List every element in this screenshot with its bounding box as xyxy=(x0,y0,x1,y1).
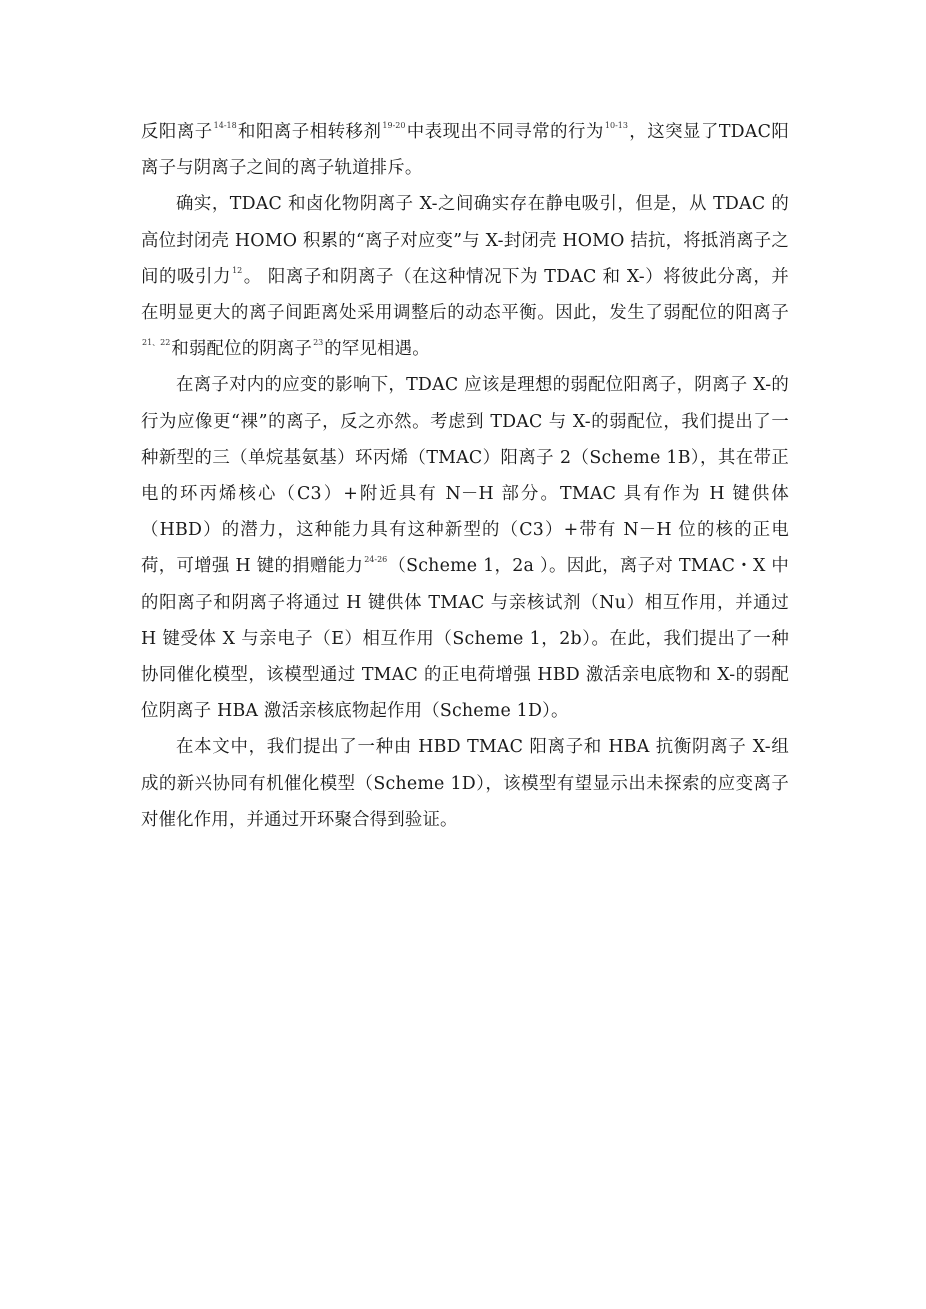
text-segment: ，这突显了TDAC阳离子与阴离子之间的离子轨道排斥。 xyxy=(141,122,789,179)
text-segment: （Scheme 1，2a ）。因此，离子对 TMAC・X 中的阳离子和阴离子将通过 H 键供体 TMAC 与亲核试剂（Nu）相互作用，并通过 H 键受体 X 与亲电子（E）相互作用（Scheme 1，2b）。在此，我们提出了一种协同催化模型，该模型通过 TMAC 的正电荷增强 HBD 激活亲电底物和 X-的弱配位阴离子 HBA 激活亲核底物起作用（Scheme 1D）。 xyxy=(141,556,789,722)
text-segment: 中表现出不同寻常的行为 xyxy=(406,122,604,142)
document-page xyxy=(141,114,789,838)
citation-superscript: 12 xyxy=(232,265,243,275)
paragraph-conclusion xyxy=(141,729,789,838)
text-segment: 。 阳离子和阴离子（在这种情况下为 TDAC 和 X-）将彼此分离，并在明显更大的离子间距离处采用调整后的动态平衡。因此，发生了弱配位的阳离子 xyxy=(141,266,789,324)
paragraph-electrostatic xyxy=(141,186,789,367)
text-segment: 确实，TDAC 和卤化物阴离子 X-之间确实存在静电吸引，但是，从 TDAC 的高位封闭壳 HOMO 积累的“离子对应变”与 X-封闭壳 HOMO 拮抗，将抵消离子之间的吸引力 xyxy=(141,194,789,287)
citation-superscript: 14-18 xyxy=(213,121,237,130)
paragraph-tmac-model xyxy=(141,367,789,729)
text-segment: 反阳离子 xyxy=(141,122,213,142)
text-segment: 在离子对内的应变的影响下，TDAC 应该是理想的弱配位阳离子，阴离子 X-的行为应像更“裸”的离子，反之亦然。考虑到 TDAC 与 X-的弱配位，我们提出了一种新型的三（单烷基氨基）环丙烯（TMAC）阳离子 2（Scheme 1B），其在带正电的环丙烯核心（C3）+附近具有 N－H 部分。TMAC 具有作为 H 键供体（HBD）的潜力，这种能力具有这种新型的（C3）+带有 N－H 位的核的正电荷，可增强 H 键的捐赠能力 xyxy=(141,375,789,577)
text-segment: 和阳离子相转移剂 xyxy=(237,122,382,142)
citation-superscript: 21、22 xyxy=(142,338,171,348)
citation-superscript: 19-20 xyxy=(382,121,406,130)
text-segment: 和弱配位的阴离子 xyxy=(171,339,313,360)
citation-superscript: 24-26 xyxy=(364,555,388,565)
text-segment: 在本文中，我们提出了一种由 HBD TMAC 阳离子和 HBA 抗衡阴离子 X-组成的新兴协同有机催化模型（Scheme 1D），该模型有望显示出未探索的应变离子对催化作用，并通过开环聚合得到验证。 xyxy=(141,737,789,830)
citation-superscript: 10-13 xyxy=(604,121,628,130)
citation-superscript: 23 xyxy=(313,338,324,348)
text-segment: 的罕见相遇。 xyxy=(324,339,430,360)
paragraph-intro-continuation xyxy=(141,114,789,186)
